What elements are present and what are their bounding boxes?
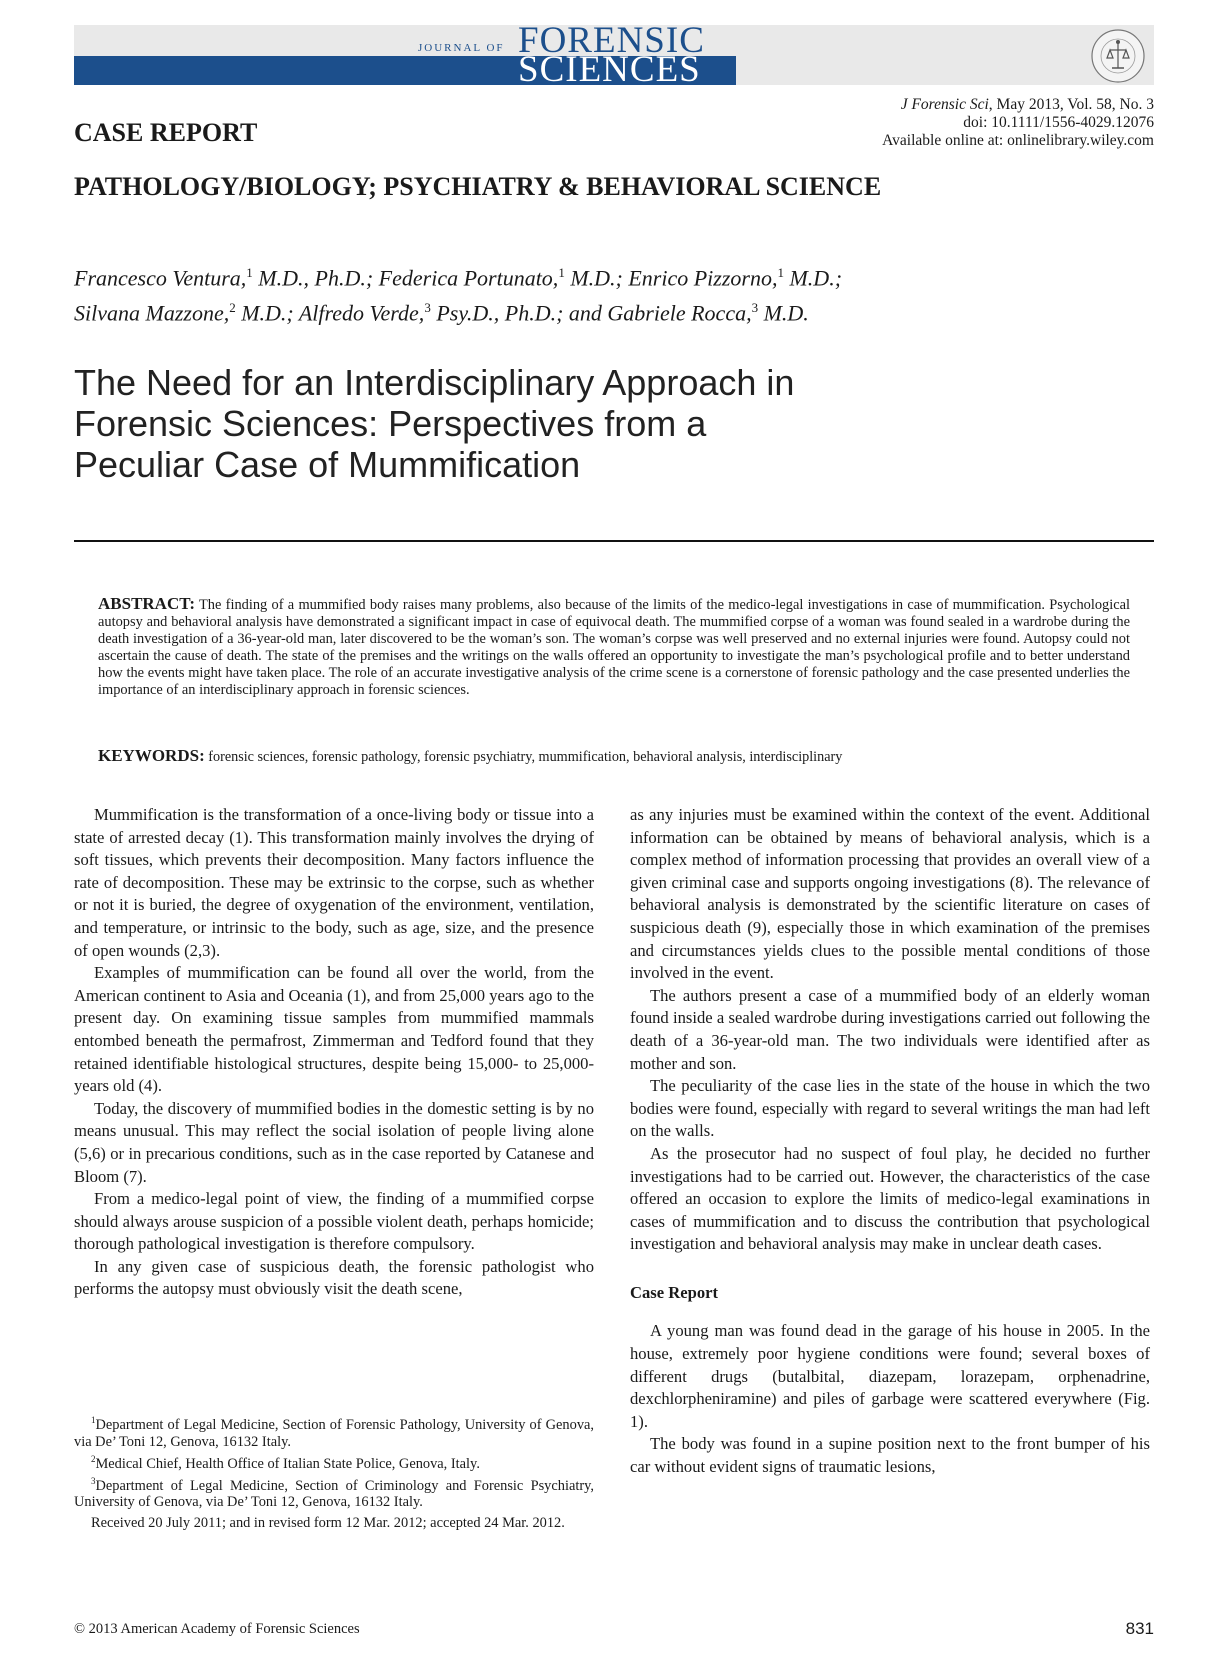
author-degree: M.D. <box>758 300 809 326</box>
author-degree: M.D.; <box>564 265 629 291</box>
title-line: The Need for an Interdisciplinary Approach in <box>74 362 795 403</box>
author-name: Silvana Mazzone, <box>74 300 230 326</box>
body-paragraph: From a medico-legal point of view, the finding of a mummified corpse should always arouse suspicion of a possible violent death, perhaps homicide; thorough pathological investigation is therefore compulsory. <box>74 1189 594 1254</box>
section-heading: PATHOLOGY/BIOLOGY; PSYCHIATRY & BEHAVIORAL SCIENCE <box>74 172 882 201</box>
author-degree: M.D.; <box>783 265 843 291</box>
body-paragraph: The body was found in a supine position next to the front bumper of his car without evident signs of traumatic lesions, <box>630 1434 1150 1477</box>
footnote-text: Medical Chief, Health Office of Italian State Police, Genova, Italy. <box>95 1455 480 1472</box>
affiliation-marker: 2 <box>229 300 236 316</box>
body-paragraph: as any injuries must be examined within the context of the event. Additional information can be obtained by means of behavioral analysis, which is a complex method of information processing that provides an overall view of a given criminal case and supports ongoing investigations (8). The relevance of behavioral analysis is demonstrated by the scientific literature on cases of suspicious death (9), especially those in which examination of the premises and circumstances yields clues to the possible mental conditions of those involved in the event. <box>630 805 1150 983</box>
copyright: © 2013 American Academy of Forensic Sciences <box>74 1621 360 1637</box>
author-degree: M.D.; <box>235 300 299 326</box>
footnote <box>74 1473 594 1512</box>
journal-name-line1: FORENSIC <box>518 20 705 61</box>
body-column-left <box>74 804 594 1301</box>
body-paragraph: The authors present a case of a mummified body of an elderly woman found inside a sealed wardrobe during investigations carried out following the death of a 36-year-old man. The two individuals were identified after as mother and son. <box>630 985 1150 1073</box>
affiliation-marker: 1 <box>246 265 253 280</box>
case-report-heading: Case Report <box>630 1282 719 1302</box>
page-number: 831 <box>1125 1619 1154 1638</box>
footnote-marker: 1 <box>91 1415 96 1425</box>
affiliation-marker: 1 <box>558 265 565 280</box>
keywords <box>98 746 842 766</box>
online-availability[interactable]: Available online at: onlinelibrary.wiley.com <box>882 132 1154 149</box>
academy-seal-icon <box>1090 28 1146 84</box>
abstract-label: ABSTRACT: <box>98 594 195 613</box>
body-paragraph: The peculiarity of the case lies in the state of the house in which the two bodies were found, especially with regard to several writings the man had left on the walls. <box>630 1076 1150 1141</box>
body-column-right <box>630 804 1150 1479</box>
body-paragraph: Today, the discovery of mummified bodies in the domestic setting is by no means unusual. This may reflect the social isolation of people living alone (5,6) or in precarious conditions, such as in the case reported by Catanese and Bloom (7). <box>74 1098 594 1186</box>
title-divider <box>74 540 1154 542</box>
author-name: Alfredo Verde, <box>298 300 425 326</box>
author-name: Enrico Pizzorno, <box>628 265 778 291</box>
body-paragraph: A young man was found dead in the garage of his house in 2005. In the house, extremely poor hygiene conditions were found; several boxes of different drugs (butalbital, diazepam, lorazepam, orphenadrine, dexchlorpheniramine) and piles of garbage were scattered everywhere (Fig. 1). <box>630 1321 1150 1431</box>
footnote-marker: 2 <box>91 1453 96 1464</box>
body-paragraph: Examples of mummification can be found all over the world, from the American continent to Asia and Oceania (1), and from 25,000 years ago to the present day. On examining tissue samples from mummified mammals entombed beneath the permafrost, Zimmerman and Tedford found that they retained identifiable histological structures, despite being 15,000- to 25,000-years old (4). <box>74 963 594 1096</box>
footnote-marker: 3 <box>91 1475 96 1486</box>
received-dates: Received 20 July 2011; and in revised form 12 Mar. 2012; accepted 24 Mar. 2012. <box>91 1515 565 1532</box>
body-paragraph: In any given case of suspicious death, the forensic pathologist who performs the autopsy must obviously visit the death scene, <box>74 1256 594 1299</box>
author-name: Francesco Ventura, <box>74 265 247 291</box>
affiliation-marker: 3 <box>424 300 431 316</box>
footnote <box>74 1451 594 1473</box>
journal-abbrev: J Forensic Sci <box>900 96 989 113</box>
author-degree: M.D., Ph.D.; <box>252 265 379 291</box>
article-title <box>74 362 934 485</box>
journal-prefix: JOURNAL OF <box>418 42 505 54</box>
body-paragraph: As the prosecutor had no suspect of foul play, he decided no further investigations had to be carried out. However, the characteristics of the case offered an occasion to explore the limits of medico-legal examinations in cases of mummification and to discuss the contribution that psychological investigation and behavioral analysis may make in unclear death cases. <box>630 1143 1150 1254</box>
author-list <box>74 258 1074 329</box>
citation-block <box>882 96 1154 150</box>
author-degree: Psy.D., Ph.D.; and <box>430 300 608 326</box>
article-type: CASE REPORT <box>74 118 258 147</box>
footnote-text: Department of Legal Medicine, Section of Criminology and Forensic Psychiatry, University of Genova, via De’ Toni 12, Genova, 16132 Italy. <box>74 1477 594 1511</box>
footnotes <box>74 1412 594 1532</box>
doi[interactable]: doi: 10.1111/1556-4029.12076 <box>963 114 1154 131</box>
journal-name-line2: SCIENCES <box>518 49 701 90</box>
abstract <box>98 595 1130 699</box>
issue-info: , May 2013, Vol. 58, No. 3 <box>988 96 1154 113</box>
body-paragraph: Mummification is the transformation of a once-living body or tissue into a state of arrested decay (1). This transformation mainly involves the drying of soft tissues, which prevents their decomposition. Many factors influence the rate of decomposition. These may be extrinsic to the corpse, such as whether or not it is buried, the degree of oxygenation of the environment, ventilation, and temperature, or intrinsic to the body, such as age, size, and the presence of open wounds (2,3). <box>74 805 594 960</box>
keywords-text: forensic sciences, forensic pathology, forensic psychiatry, mummification, behavioral analysis, interdisciplinary <box>208 749 843 765</box>
footnote-text: Department of Legal Medicine, Section of Forensic Pathology, University of Genova, via De’ Toni 12, Genova, 16132 Italy. <box>74 1416 594 1450</box>
author-name: Federica Portunato, <box>378 265 559 291</box>
affiliation-marker: 1 <box>777 265 784 280</box>
abstract-text: The finding of a mummified body raises many problems, also because of the limits of the medico-legal investigations in case of mummification. Psychological autopsy and behavioral analysis have demonstrated a significant impact in case of equivocal death. The mummified corpse of a woman was found sealed in a wardrobe during the death investigation of a 36-year-old man, later discovered to be the woman’s son. The woman’s corpse was well preserved and no external injuries were found. Autopsy could not ascertain the cause of death. The state of the premises and the writings on the walls offered an opportunity to investigate the man’s psychological profile and to better understand how the events might have taken place. The role of an accurate investigative analysis of the crime scene is a cornerstone of forensic pathology and the case presented underlies the importance of an interdisciplinary approach in forensic sciences. <box>98 597 1130 698</box>
title-line: Peculiar Case of Mummification <box>74 444 581 485</box>
keywords-label: KEYWORDS: <box>98 746 205 765</box>
footnote <box>74 1412 594 1451</box>
author-name: Gabriele Rocca, <box>607 300 752 326</box>
affiliation-marker: 3 <box>751 300 759 316</box>
title-line: Forensic Sciences: Perspectives from a <box>74 403 707 444</box>
